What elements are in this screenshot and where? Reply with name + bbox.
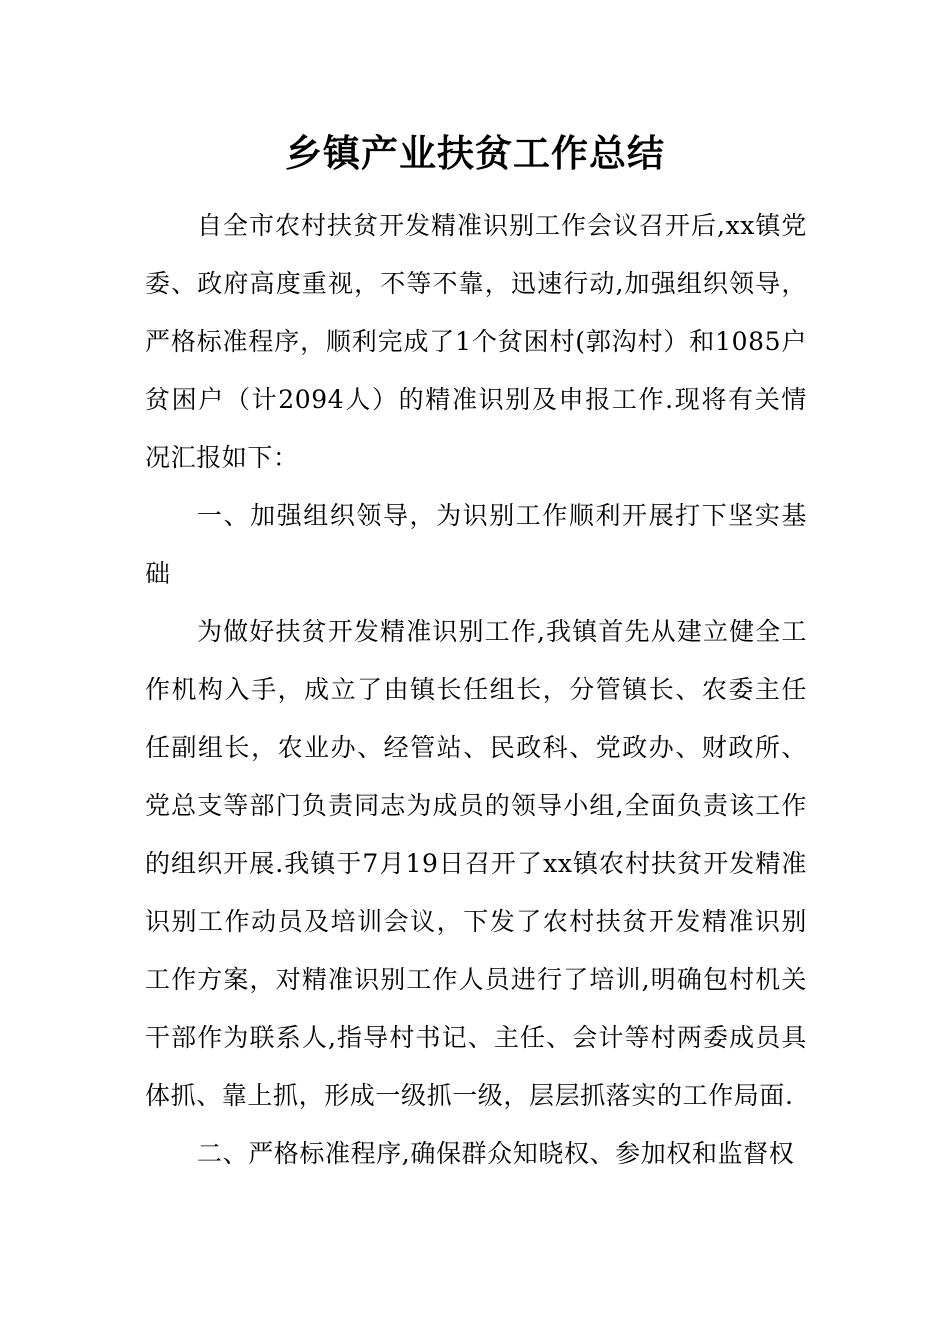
document-body [145,197,807,1183]
section-heading-2: 二、严格标准程序,确保群众知晓权、参加权和监督权 [197,1139,795,1168]
document-title: 乡镇产业扶贫工作总结 [285,131,665,175]
intro-paragraph: 自全市农村扶贫开发精准识别工作会议召开后,xx镇党委、政府高度重视，不等不靠，迅速行动,加强组织领导，严格标准程序，顺利完成了1个贫困村(郭沟村）和1085户贫困户（计2094人）的精准识别及申报工作.现将有关情况汇报如下： [145,211,807,472]
section-heading-1: 一、加强组织领导，为识别工作顺利开展打下坚实基础 [145,501,807,588]
section-1-paragraph: 为做好扶贫开发精准识别工作,我镇首先从建立健全工作机构入手，成立了由镇长任组长，分管镇长、农委主任任副组长，农业办、经管站、民政科、党政办、财政所、党总支等部门负责同志为成员的领导小组,全面负责该工作的组织开展.我镇于7月19日召开了xx镇农村扶贫开发精准识别工作动员及培训会议，下发了农村扶贫开发精准识别工作方案，对精准识别工作人员进行了培训,明确包村机关干部作为联系人,指导村书记、主任、会计等村两委成员具体抓、靠上抓，形成一级抓一级，层层抓落实的工作局面. [145,617,807,1110]
